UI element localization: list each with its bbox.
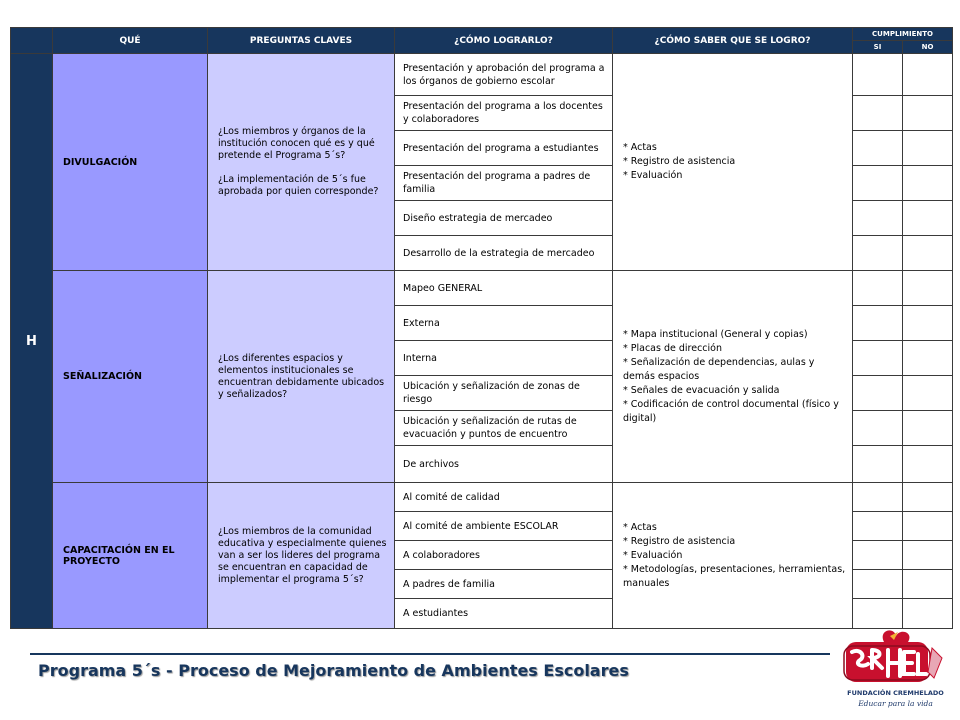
como-item: Ubicación y señalización de zonas de riesgo [395,376,613,411]
saber-item: * Actas [623,521,657,533]
cumplimiento-no-cell[interactable] [903,306,953,341]
pregunta-text: ¿Los miembros y órganos de la institución conocen qué es y qué pretende el Programa 5´s? [218,126,375,161]
phase-letter-cell: H [11,54,53,629]
header-como-saber: ¿CÓMO SABER QUE SE LOGRO? [613,28,853,54]
saber-item: * Codificación de control documental (físico y digital) [623,398,839,424]
saber-item: * Registro de asistencia [623,156,736,167]
cumplimiento-no-cell[interactable] [903,54,953,96]
cumplimiento-si-cell[interactable] [853,54,903,96]
saber-divulgacion [613,54,853,271]
saber-item: * Mapa institucional (General y copias) [623,328,808,340]
saber-item: * Metodologías, presentaciones, herramientas, manuales [623,563,846,589]
cumplimiento-no-cell[interactable] [903,446,953,483]
footer-rule [30,653,830,655]
como-item: Al comité de calidad [395,483,613,512]
cumplimiento-no-cell[interactable] [903,166,953,201]
logo-org-name: FUNDACIÓN CREMHELADO [847,689,944,697]
como-item: Interna [395,341,613,376]
como-item: Mapeo GENERAL [395,271,613,306]
header-preguntas: PREGUNTAS CLAVES [208,28,395,54]
header-que: QUÉ [53,28,208,54]
saber-item: * Registro de asistencia [623,535,736,547]
cumplimiento-no-cell[interactable] [903,570,953,599]
pregunta-text: ¿La implementación de 5´s fue aprobada por quien corresponde? [218,174,379,197]
cumplimiento-no-cell[interactable] [903,512,953,541]
cumplimiento-no-cell[interactable] [903,376,953,411]
cumplimiento-no-cell[interactable] [903,599,953,629]
saber-item: * Señalización de dependencias, aulas y demás espacios [623,356,815,382]
cumplimiento-si-cell[interactable] [853,131,903,166]
cumplimiento-no-cell[interactable] [903,341,953,376]
cumplimiento-no-cell[interactable] [903,541,953,570]
como-item: Ubicación y señalización de rutas de evacuación y puntos de encuentro [395,411,613,446]
header-blank-cell [11,28,53,54]
saber-item: * Evaluación [623,170,683,181]
cumplimiento-si-cell[interactable] [853,96,903,131]
que-senalizacion: SEÑALIZACIÓN [53,271,208,483]
preguntas-senalizacion [208,271,395,483]
cumplimiento-no-cell[interactable] [903,271,953,306]
cumplimiento-no-cell[interactable] [903,236,953,271]
cumplimiento-no-cell[interactable] [903,483,953,512]
header-si: SI [853,41,903,54]
cumplimiento-si-cell[interactable] [853,341,903,376]
cumplimiento-no-cell[interactable] [903,96,953,131]
saber-capacitacion [613,483,853,629]
cumplimiento-no-cell[interactable] [903,201,953,236]
cumplimiento-si-cell[interactable] [853,599,903,629]
preguntas-divulgacion [208,54,395,271]
como-item: De archivos [395,446,613,483]
como-item: Presentación del programa a padres de familia [395,166,613,201]
como-item: Al comité de ambiente ESCOLAR [395,512,613,541]
cumplimiento-si-cell[interactable] [853,570,903,599]
cumplimiento-si-cell[interactable] [853,271,903,306]
cumplimiento-si-cell[interactable] [853,201,903,236]
cumplimiento-no-cell[interactable] [903,411,953,446]
cumplimiento-si-cell[interactable] [853,306,903,341]
como-item: Desarrollo de la estrategia de mercadeo [395,236,613,271]
como-item: A estudiantes [395,599,613,629]
header-cumplimiento: CUMPLIMIENTO [853,28,953,41]
header-no: NO [903,41,953,54]
cumplimiento-si-cell[interactable] [853,376,903,411]
saber-item: * Evaluación [623,549,683,561]
preguntas-capacitacion [208,483,395,629]
cumplimiento-si-cell[interactable] [853,446,903,483]
logo-swirl-icon [883,630,910,642]
cremhelado-logo-mark [838,628,953,690]
como-item: Presentación del programa a los docentes y colaboradores [395,96,613,131]
cumplimiento-si-cell[interactable] [853,512,903,541]
como-item: Diseño estrategia de mercadeo [395,201,613,236]
como-item: Presentación y aprobación del programa a los órganos de gobierno escolar [395,54,613,96]
activity-table [10,27,953,629]
pregunta-text: ¿Los diferentes espacios y elementos institucionales se encuentran debidamente ubicados y señalizados? [218,352,385,400]
header-como-lograrlo: ¿CÓMO LOGRARLO? [395,28,613,54]
saber-senalizacion [613,271,853,483]
como-item: Presentación del programa a estudiantes [395,131,613,166]
que-divulgacion: DIVULGACIÓN [53,54,208,271]
cumplimiento-si-cell[interactable] [853,541,903,570]
footer-title: Programa 5´s - Proceso de Mejoramiento de Ambientes Escolares [38,661,629,680]
como-item: A colaboradores [395,541,613,570]
cumplimiento-si-cell[interactable] [853,166,903,201]
como-item: Externa [395,306,613,341]
como-item: A padres de familia [395,570,613,599]
cremhelado-logo [838,628,953,716]
saber-item: * Actas [623,142,657,153]
pregunta-text: ¿Los miembros de la comunidad educativa y especialmente quienes van a ser los lideres del programa se encuentran en capacidad de implementar el programa 5´s? [218,525,387,585]
logo-slogan: Educar para la vida [858,699,933,708]
saber-item: * Señales de evacuación y salida [623,384,780,396]
saber-item: * Placas de dirección [623,342,722,354]
cumplimiento-no-cell[interactable] [903,131,953,166]
que-capacitacion: CAPACITACIÓN EN EL PROYECTO [53,483,208,629]
cumplimiento-si-cell[interactable] [853,236,903,271]
activity-table-container [10,27,952,627]
cumplimiento-si-cell[interactable] [853,411,903,446]
cumplimiento-si-cell[interactable] [853,483,903,512]
